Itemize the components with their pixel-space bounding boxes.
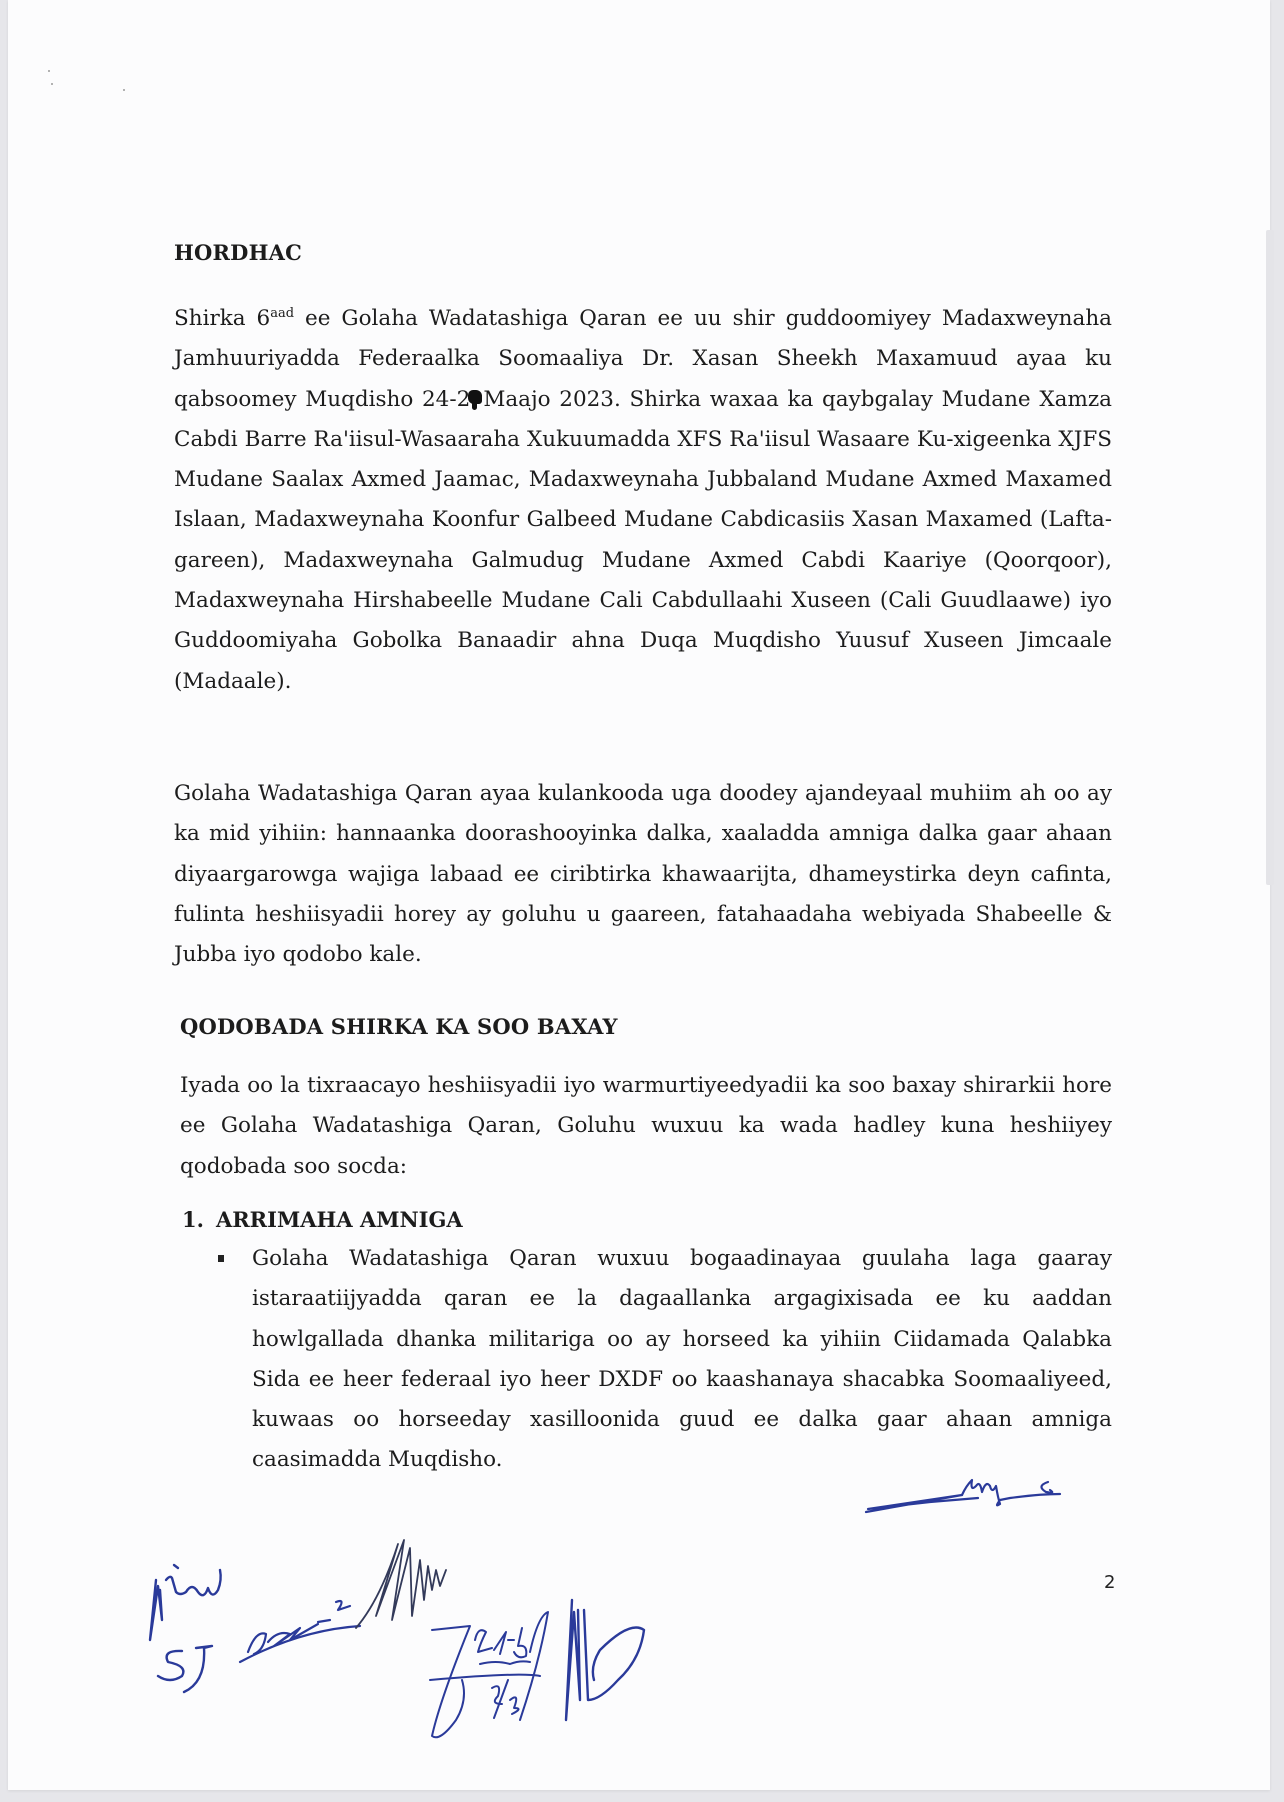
square-bullet-icon — [218, 1255, 224, 1262]
bullet-text: Golaha Wadatashiga Qaran wuxuu bogaadinayaa guulaha laga gaaray istaraatiijyadda qaran ee la dagaallanka argagixisada ee ku aaddan howlgallada dhanka militariga oo ay horseed ka yihiin Ciidamada Qalabka Sida ee heer federaal iyo heer DXDF oo kaashanaya shacabka Soomaaliyeed, kuwaas oo horseeday xasilloonida guud ee dalka gaar ahaan amniga caasimadda Muqdisho. — [252, 1246, 1112, 1473]
list-title: ARRIMAHA AMNIGA — [215, 1207, 463, 1232]
intro-paragraph: Shirka $6^{aad}$ ee Golaha Wadatashiga Qaran ee uu shir guddoomiyey Madaxweynaha Jamhuuriyadda Federaalka Soomaaliya Dr. Xasan Sheekh Maxamuud ayaa ku qabsoomey Muqdisho 24-2 Maajo 2023. Shirka waxaa ka qaybgalay Mudane Xamza Cabdi Barre Ra'iisul-Wasaaraha Xukuumadda XFS Ra'iisul Wasaare Ku-xigeenka XJFS Mudane Saalax Axmed Jaamac, Madaxweynaha Jubbaland Mudane Axmed Maxamed Islaan, Madaxweynaha Koonfur Galbeed Mudane Cabdicasiis Xasan Maxamed (Lafta-gareen), Madaxweynaha Galmudug Mudane Axmed Cabdi Kaariye (Qoorqoor), Madaxweynaha Hirshabeelle Mudane Cali Cabdullaahi Xuseen (Cali Guudlaawe) iyo Guddoomiyaha Gobolka Banaadir ahna Duqa Muqdisho Yuusuf Xuseen Jimcaale (Madaale). — [174, 306, 1112, 694]
scan-specks — [45, 70, 135, 100]
scrollbar-track[interactable] — [1266, 230, 1274, 885]
list-number: 1. — [182, 1207, 204, 1232]
intro-heading: HORDHAC — [174, 240, 303, 265]
ordinal-superscript: aad — [270, 306, 295, 321]
page-number: 2 — [1104, 1572, 1116, 1593]
agenda-paragraph: Golaha Wadatashiga Qaran ayaa kulankooda uga doodey ajandeyaal muhiim ah oo ay ka mid yihiin: hannaanka doorashooyinka dalka, xaaladda amniga dalka gaar ahaan diyaargarowga wajiga labaad ee ciribtirka khawaarijta, dhameystirka deyn cafinta, fulinta heshiisyadii horey ay goluhu u gaareen, fatahaadaha webiyada Shabeelle & Jubba iyo qodobo kale. — [174, 781, 1112, 968]
outcomes-intro-paragraph: Iyada oo la tixraacayo heshiisyadii iyo warmurtiyeedyadii ka soo baxay shirarkii hore ee Golaha Wadatashiga Qaran, Goluhu wuxuu ka wada hadley kuna heshiiyey qodobada soo socda: — [180, 1073, 1112, 1179]
list-item-security — [182, 1207, 463, 1232]
outcomes-heading: QODOBADA SHIRKA KA SOO BAXAY — [180, 1014, 618, 1039]
